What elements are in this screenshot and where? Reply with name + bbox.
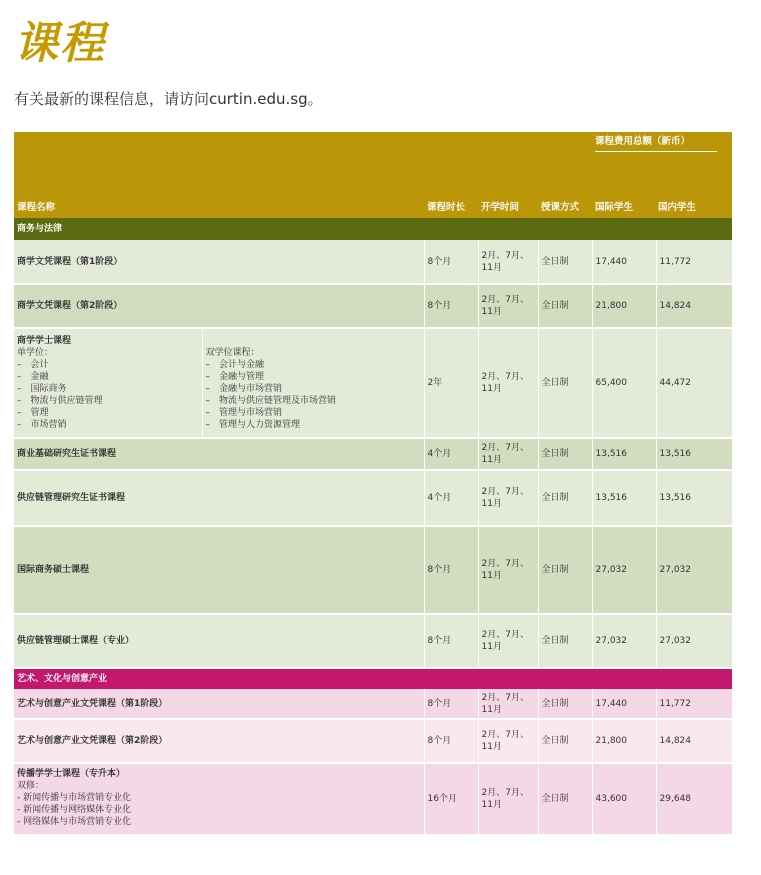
course-name: 供应链管理硕士课程（专业） [14,614,424,668]
course-intake: 2月、7月、11月 [478,470,538,526]
fee-intl: 17,440 [592,689,656,719]
table-row [14,438,732,470]
section-business [14,218,732,240]
course-intake: 2月、7月、11月 [478,719,538,763]
course-duration: 8个月 [424,689,478,719]
course-duration: 8个月 [424,614,478,668]
fee-local: 11,772 [656,240,732,284]
course-subtitle: 双学位课程： [205,348,260,358]
course-name: 传播学学士课程（专升本） [17,769,126,779]
fee-local: 14,824 [656,284,732,328]
table-header [14,132,732,218]
list-item: – 金融与管理 [205,372,265,382]
list-item: - 网络媒体与市场营销专业化 [17,817,132,827]
course-name-cell [14,763,424,835]
fee-intl: 65,400 [592,328,656,438]
course-name: 商学学士课程 [17,336,72,346]
header-fee-group: 课程费用总额（新币） [595,136,717,152]
course-mode: 全日制 [538,614,592,668]
fee-intl: 17,440 [592,240,656,284]
course-duration: 4个月 [424,470,478,526]
list-item: – 物流与供应链管理 [17,396,103,406]
header-mode: 授课方式 [538,132,592,218]
course-duration: 8个月 [424,526,478,614]
table-row [14,526,732,614]
section-title: 艺术、文化与创意产业 [14,668,732,689]
fee-intl: 21,800 [592,284,656,328]
header-intake: 开学时间 [478,132,538,218]
header-duration: 课程时长 [424,132,478,218]
course-duration: 8个月 [424,284,478,328]
course-duration: 8个月 [424,240,478,284]
section-title: 商务与法律 [14,218,732,240]
course-mode: 全日制 [538,438,592,470]
course-name: 商业基础研究生证书课程 [14,438,424,470]
table-row [14,763,732,835]
table-row [14,719,732,763]
fee-local: 14,824 [656,719,732,763]
list-item: – 会计 [17,360,49,370]
table-row [14,614,732,668]
course-duration: 8个月 [424,719,478,763]
course-name: 商学文凭课程（第1阶段） [14,240,424,284]
fee-intl: 21,800 [592,719,656,763]
section-arts [14,668,732,689]
course-subtitle: 双修： [17,781,45,791]
page-title: 课程 [14,18,106,69]
course-mode: 全日制 [538,284,592,328]
fee-local: 44,472 [656,328,732,438]
course-table [14,132,733,836]
list-item: – 会计与金融 [205,360,265,370]
course-intake: 2月、7月、11月 [478,689,538,719]
table-row [14,284,732,328]
course-subtitle: 单学位： [17,348,54,358]
header-local: 国内学生 [658,202,697,213]
fee-intl: 27,032 [592,614,656,668]
list-item: – 管理与人力资源管理 [205,420,301,430]
course-intake: 2月、7月、11月 [478,526,538,614]
header-fees [592,132,732,218]
course-name-cell [14,328,202,438]
course-mode: 全日制 [538,470,592,526]
course-name: 艺术与创意产业文凭课程（第1阶段） [14,689,424,719]
course-intake: 2月、7月、11月 [478,614,538,668]
list-item: - 新闻传播与市场营销专业化 [17,793,132,803]
fee-intl: 43,600 [592,763,656,835]
list-item: – 金融 [17,372,49,382]
table-row [14,328,732,438]
list-item: - 新闻传播与网络媒体专业化 [17,805,132,815]
list-item: – 管理 [17,408,49,418]
fee-local: 27,032 [656,526,732,614]
list-item: – 国际商务 [17,384,67,394]
course-intake: 2月、7月、11月 [478,763,538,835]
list-item: – 物流与供应链管理及市场营销 [205,396,337,406]
course-mode: 全日制 [538,328,592,438]
course-mode: 全日制 [538,763,592,835]
course-mode: 全日制 [538,526,592,614]
course-name: 商学文凭课程（第2阶段） [14,284,424,328]
fee-local: 13,516 [656,438,732,470]
course-intake: 2月、7月、11月 [478,438,538,470]
course-intake: 2月、7月、11月 [478,328,538,438]
page-subtitle: 有关最新的课程信息，请访问curtin.edu.sg。 [14,90,323,108]
list-item: – 市场营销 [17,420,67,430]
fee-local: 29,648 [656,763,732,835]
course-duration: 2年 [424,328,478,438]
header-course: 课程名称 [14,132,424,218]
table-row [14,240,732,284]
course-name: 供应链管理研究生证书课程 [14,470,424,526]
course-name: 艺术与创意产业文凭课程（第2阶段） [14,719,424,763]
fee-intl: 13,516 [592,438,656,470]
course-duration: 4个月 [424,438,478,470]
course-mode: 全日制 [538,719,592,763]
list-item: – 管理与市场营销 [205,408,283,418]
list-item: – 金融与市场营销 [205,384,283,394]
fee-intl: 27,032 [592,526,656,614]
fee-intl: 13,516 [592,470,656,526]
course-intake: 2月、7月、11月 [478,240,538,284]
course-duration: 16个月 [424,763,478,835]
fee-local: 13,516 [656,470,732,526]
table-row [14,689,732,719]
fee-local: 27,032 [656,614,732,668]
course-name: 国际商务硕士课程 [14,526,424,614]
course-mode: 全日制 [538,240,592,284]
fee-local: 11,772 [656,689,732,719]
table-row [14,470,732,526]
course-intake: 2月、7月、11月 [478,284,538,328]
header-intl: 国际学生 [595,202,634,213]
course-mode: 全日制 [538,689,592,719]
double-degree-cell [202,328,424,438]
